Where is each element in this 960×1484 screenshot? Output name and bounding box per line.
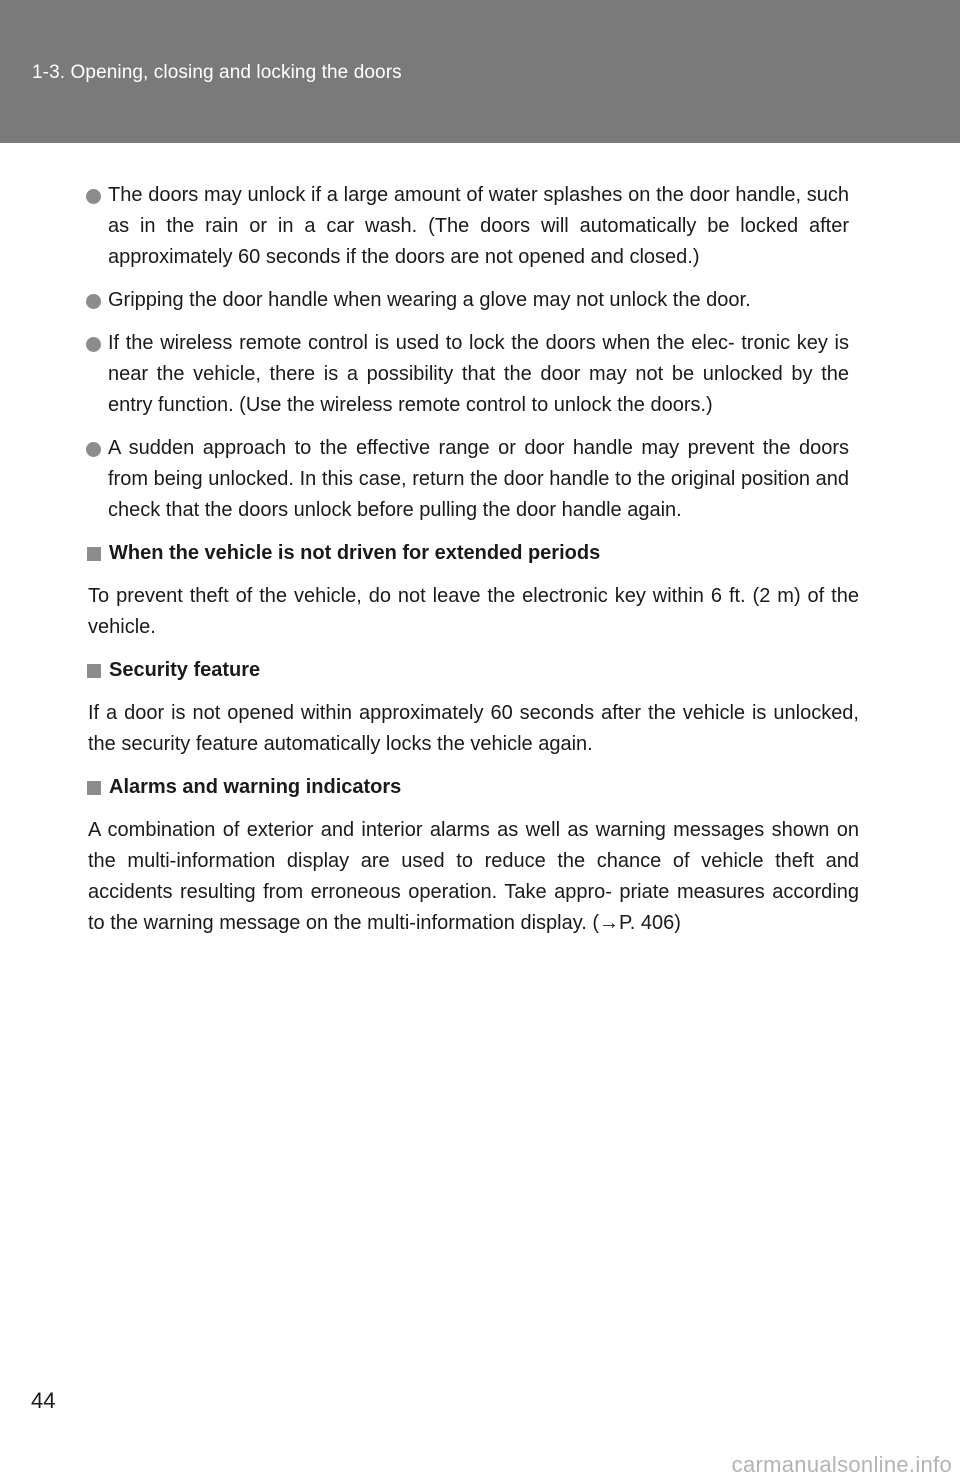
section-heading-text: When the vehicle is not driven for extended periods: [109, 542, 601, 564]
bullet-item: [108, 433, 849, 526]
section-body: A combination of exterior and interior alarms as well as warning messages shown on the multi-information display are used to reduce the chance of vehicle theft and accidents resulting from erroneous operation. Take appro- priate measures according to the warning message on the multi-information display. (→P. 406): [88, 819, 859, 934]
square-bullet-icon: [87, 781, 101, 795]
section-heading: [109, 655, 960, 686]
section-alarms: [0, 772, 960, 939]
square-bullet-icon: [87, 664, 101, 678]
section-heading: [109, 538, 960, 569]
section-security-feature: [0, 655, 960, 760]
page-content: [0, 180, 960, 951]
circle-bullet-icon: [86, 442, 101, 457]
bullet-item: [108, 328, 849, 421]
bullet-item: [108, 285, 849, 316]
square-bullet-icon: [87, 547, 101, 561]
section-heading-text: Security feature: [109, 659, 261, 681]
bullet-text: If the wireless remote control is used to lock the doors when the elec- tronic key is near the vehicle, there is a possibility that the door may not be unlocked by the entry function. (Use the wireless remote control to unlock the doors.): [108, 332, 849, 416]
section-body: If a door is not opened within approximately 60 seconds after the vehicle is unlocked, the security feature automatically locks the vehicle again.: [88, 702, 859, 755]
bullet-text: The doors may unlock if a large amount of water splashes on the door handle, such as in the rain or in a car wash. (The doors will automatically be locked after approximately 60 seconds if the doors are not opened and closed.): [108, 184, 849, 268]
watermark-text: carmanualsonline.info: [731, 1452, 952, 1477]
bullet-text: Gripping the door handle when wearing a glove may not unlock the door.: [108, 289, 751, 311]
section-heading: [109, 772, 960, 803]
bullet-text: A sudden approach to the effective range or door handle may prevent the doors from being unlocked. In this case, return the door handle to the original position and check that the doors unlock before pulling the door handle again.: [108, 437, 849, 521]
bullet-item: [108, 180, 849, 273]
section-extended-periods: [0, 538, 960, 643]
chapter-header: [0, 0, 960, 143]
circle-bullet-icon: [86, 337, 101, 352]
section-title: 1-3. Opening, closing and locking the doors: [32, 62, 402, 83]
page-number: 44: [31, 1388, 56, 1413]
circle-bullet-icon: [86, 294, 101, 309]
circle-bullet-icon: [86, 189, 101, 204]
section-body: To prevent theft of the vehicle, do not leave the electronic key within 6 ft. (2 m) of the vehicle.: [88, 585, 859, 638]
section-heading-text: Alarms and warning indicators: [109, 776, 402, 798]
